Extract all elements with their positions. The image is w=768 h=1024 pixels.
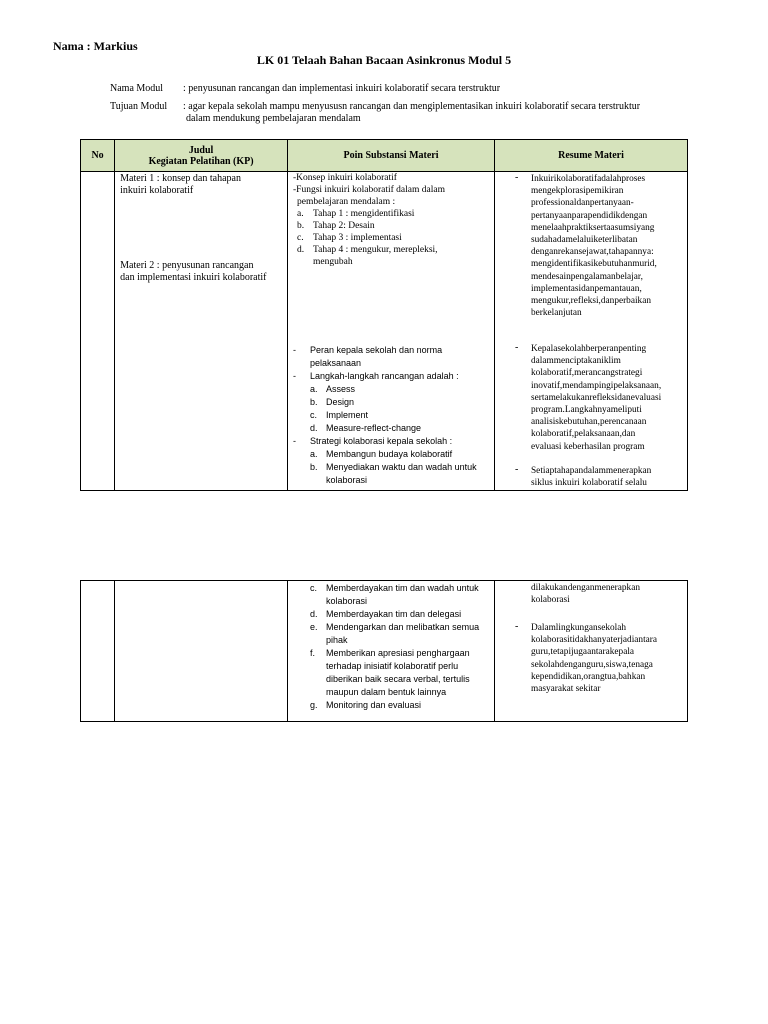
cell-no: [81, 172, 115, 491]
cell-resume: [495, 172, 688, 491]
list-dash: -: [293, 345, 296, 355]
list-marker: d.: [310, 423, 318, 433]
paragraph-line: kolaborasi: [531, 595, 570, 606]
list-item: Mendengarkan dan melibatkan semua: [326, 622, 480, 632]
list-item-cont: terhadap inisiatif kolaboratif perlu: [326, 661, 459, 671]
paragraph-line: Setiaptahapandalammenerapkan: [531, 466, 652, 476]
paragraph-line: mengekplorasipemikiran: [531, 186, 624, 197]
cell-poin: [288, 172, 495, 491]
list-marker: d.: [310, 609, 318, 619]
paragraph-line: menelaahpraktiksertaasumsiyang: [531, 222, 655, 233]
resume-paragraph-1: [531, 173, 684, 319]
paragraph-line: analisiskebutuhan,perencanaan: [531, 417, 647, 428]
paragraph-line: Inkuirikolaboratifadalahproses: [531, 174, 646, 184]
paragraph-line: kolaboratif,merancangstrategi: [531, 368, 643, 379]
list-item: Implement: [326, 410, 369, 420]
list-item: Tahap 2: Desain: [313, 221, 375, 231]
judul-materi-2: Materi 2 : penyusunan rancangan dan implementasi inkuiri kolaboratif: [120, 260, 267, 283]
list-marker: a.: [310, 449, 318, 459]
resume-paragraph-3: [531, 465, 684, 489]
list-item: Measure-reflect-change: [326, 423, 422, 433]
header-resume: Resume Materi: [495, 140, 688, 172]
judul-materi-1: Materi 1 : konsep dan tahapan inkuiri kolaboratif: [120, 173, 241, 196]
list-item: Assess: [326, 384, 356, 394]
tujuan-modul-value-line1: : agar kepala sekolah mampu menyususn rancangan dan mengiplementasikan inkuiri kolaboratif secara terstruktur: [183, 101, 641, 112]
list-dash: -: [515, 464, 519, 475]
list-item-cont: maupun dalam bentuk lainnya: [326, 687, 447, 697]
list-marker: f.: [310, 648, 316, 658]
paragraph-line: kolaborasitidakhanyaterjadiantara: [531, 635, 658, 646]
paragraph-line: denganrekansejawat,tahapannya:: [531, 247, 654, 258]
list-marker: c.: [310, 410, 318, 420]
list-item-cont: kolaborasi: [326, 596, 368, 606]
resume-paragraph-4: [531, 622, 684, 695]
list-marker: d.: [297, 245, 305, 255]
list-marker: a.: [310, 384, 318, 394]
paragraph-line: sekolahdenganguru,siswa,tenaga: [531, 659, 653, 670]
paragraph-line: pertanyaanparapendidikdengan: [531, 210, 648, 221]
list-dash: -: [293, 371, 296, 381]
poin-fungsi: -Fungsi inkuiri kolaboratif dalam dalam: [293, 185, 445, 195]
list-marker: b.: [297, 221, 305, 231]
cell-resume: [495, 581, 688, 722]
poin-fungsi-cont: pembelajaran mendalam :: [297, 197, 396, 207]
paragraph-line: mengidentifikasikebutuhanmurid,: [531, 259, 657, 270]
paragraph-line: berkelanjutan: [531, 308, 582, 319]
paragraph-line: mengukur,refleksi,danperbaikan: [531, 295, 651, 306]
paragraph-line: professionaldanpertanyaan-: [531, 198, 634, 209]
list-item: Memberikan apresiasi penghargaan: [326, 648, 470, 658]
telaah-table: [80, 139, 688, 491]
document-title: LK 01 Telaah Bahan Bacaan Asinkronus Modul 5: [256, 53, 512, 67]
list-marker: e.: [310, 622, 318, 632]
paragraph-line: sudahadamelaluiketerlibatan: [531, 234, 638, 245]
header-no: No: [81, 140, 115, 172]
list-item: Tahap 4 : mengukur, merepleksi,: [313, 245, 438, 255]
cell-no: [81, 581, 115, 722]
paragraph-line: program.Langkahnyameliputi: [531, 404, 642, 415]
cell-poin: [288, 581, 495, 722]
cell-judul: [115, 172, 288, 491]
list-marker: c.: [297, 233, 304, 243]
poin-peran: Peran kepala sekolah dan norma: [310, 345, 443, 355]
paragraph-line: Kepalasekolahberperanpenting: [531, 344, 647, 354]
list-item-cont: pihak: [326, 635, 348, 645]
list-item: Membangun budaya kolaboratif: [326, 449, 453, 459]
header-poin: Poin Substansi Materi: [288, 140, 495, 172]
header-judul: [115, 140, 288, 172]
paragraph-line: sertamelakukanrefleksidanevaluasi: [531, 392, 662, 403]
poin-langkah: Langkah-langkah rancangan adalah :: [310, 371, 459, 381]
poin-konsep: -Konsep inkuiri kolaboratif: [293, 173, 397, 183]
paragraph-line: evaluasi keberhasilan program: [531, 441, 645, 452]
nama-modul-label: Nama Modul: [110, 83, 164, 94]
poin-strategi: Strategi kolaborasi kepala sekolah :: [310, 436, 453, 446]
paragraph-line: dalammenciptakaniklim: [531, 356, 621, 367]
header-judul-line2: Kegiatan Pelatihan (KP): [148, 155, 254, 167]
list-marker: c.: [310, 583, 318, 593]
list-dash: -: [515, 342, 519, 353]
list-marker: b.: [310, 397, 318, 407]
tujuan-modul-value-line2: dalam mendukung pembelajaran mendalam: [186, 113, 361, 124]
paragraph-line: implementasidanpemantauan,: [531, 283, 642, 294]
list-item-cont: mengubah: [313, 257, 353, 267]
author-name: Nama : Markius: [53, 39, 138, 53]
list-marker: a.: [297, 209, 304, 219]
list-marker: g.: [310, 700, 318, 710]
list-item: Monitoring dan evaluasi: [326, 700, 422, 710]
list-item: Memberdayakan tim dan wadah untuk: [326, 583, 479, 593]
list-item-cont: kolaborasi: [326, 475, 368, 485]
list-dash: -: [293, 436, 296, 446]
paragraph-line: mendesainpengalamanbelajar,: [531, 271, 643, 282]
list-item: Memberdayakan tim dan delegasi: [326, 609, 462, 619]
list-item: Tahap 1 : mengidentifikasi: [313, 209, 415, 219]
paragraph-line: kolaboratif,pelaksanaan,dan: [531, 429, 636, 440]
paragraph-line: guru,tetapijugaantarakepala: [531, 647, 635, 658]
table-header-row: [81, 140, 688, 172]
list-marker: b.: [310, 462, 318, 472]
list-item-cont: diberikan baik secara verbal, tertulis: [326, 674, 470, 684]
telaah-table-continued: [80, 580, 688, 722]
list-item: Design: [326, 397, 355, 407]
cell-judul: [115, 581, 288, 722]
table-row: [81, 172, 688, 491]
paragraph-line: masyarakat sekitar: [531, 683, 601, 694]
paragraph-line: kependidikan,orangtua,bahkan: [531, 671, 646, 682]
tujuan-modul-label: Tujuan Modul: [110, 101, 168, 112]
paragraph-line: Dalamlingkungansekolah: [531, 623, 627, 633]
poin-peran-cont: pelaksanaan: [310, 358, 362, 368]
paragraph-line: dilakukandenganmenerapkan: [531, 583, 640, 593]
header-judul-line1: Judul: [188, 144, 214, 156]
list-item: Tahap 3 : implementasi: [313, 233, 402, 243]
list-dash: -: [515, 172, 519, 183]
resume-paragraph-3-cont: [531, 582, 684, 606]
paragraph-line: siklus inkuiri kolaboratif selalu: [531, 478, 647, 489]
nama-modul-value: : penyusunan rancangan dan implementasi inkuiri kolaboratif secara terstruktur: [183, 83, 501, 94]
list-item: Menyediakan waktu dan wadah untuk: [326, 462, 477, 472]
table-row: [81, 581, 688, 722]
resume-paragraph-2: [531, 343, 684, 453]
paragraph-line: inovatif,mendampingipelaksanaan,: [531, 380, 662, 391]
list-dash: -: [515, 621, 519, 632]
